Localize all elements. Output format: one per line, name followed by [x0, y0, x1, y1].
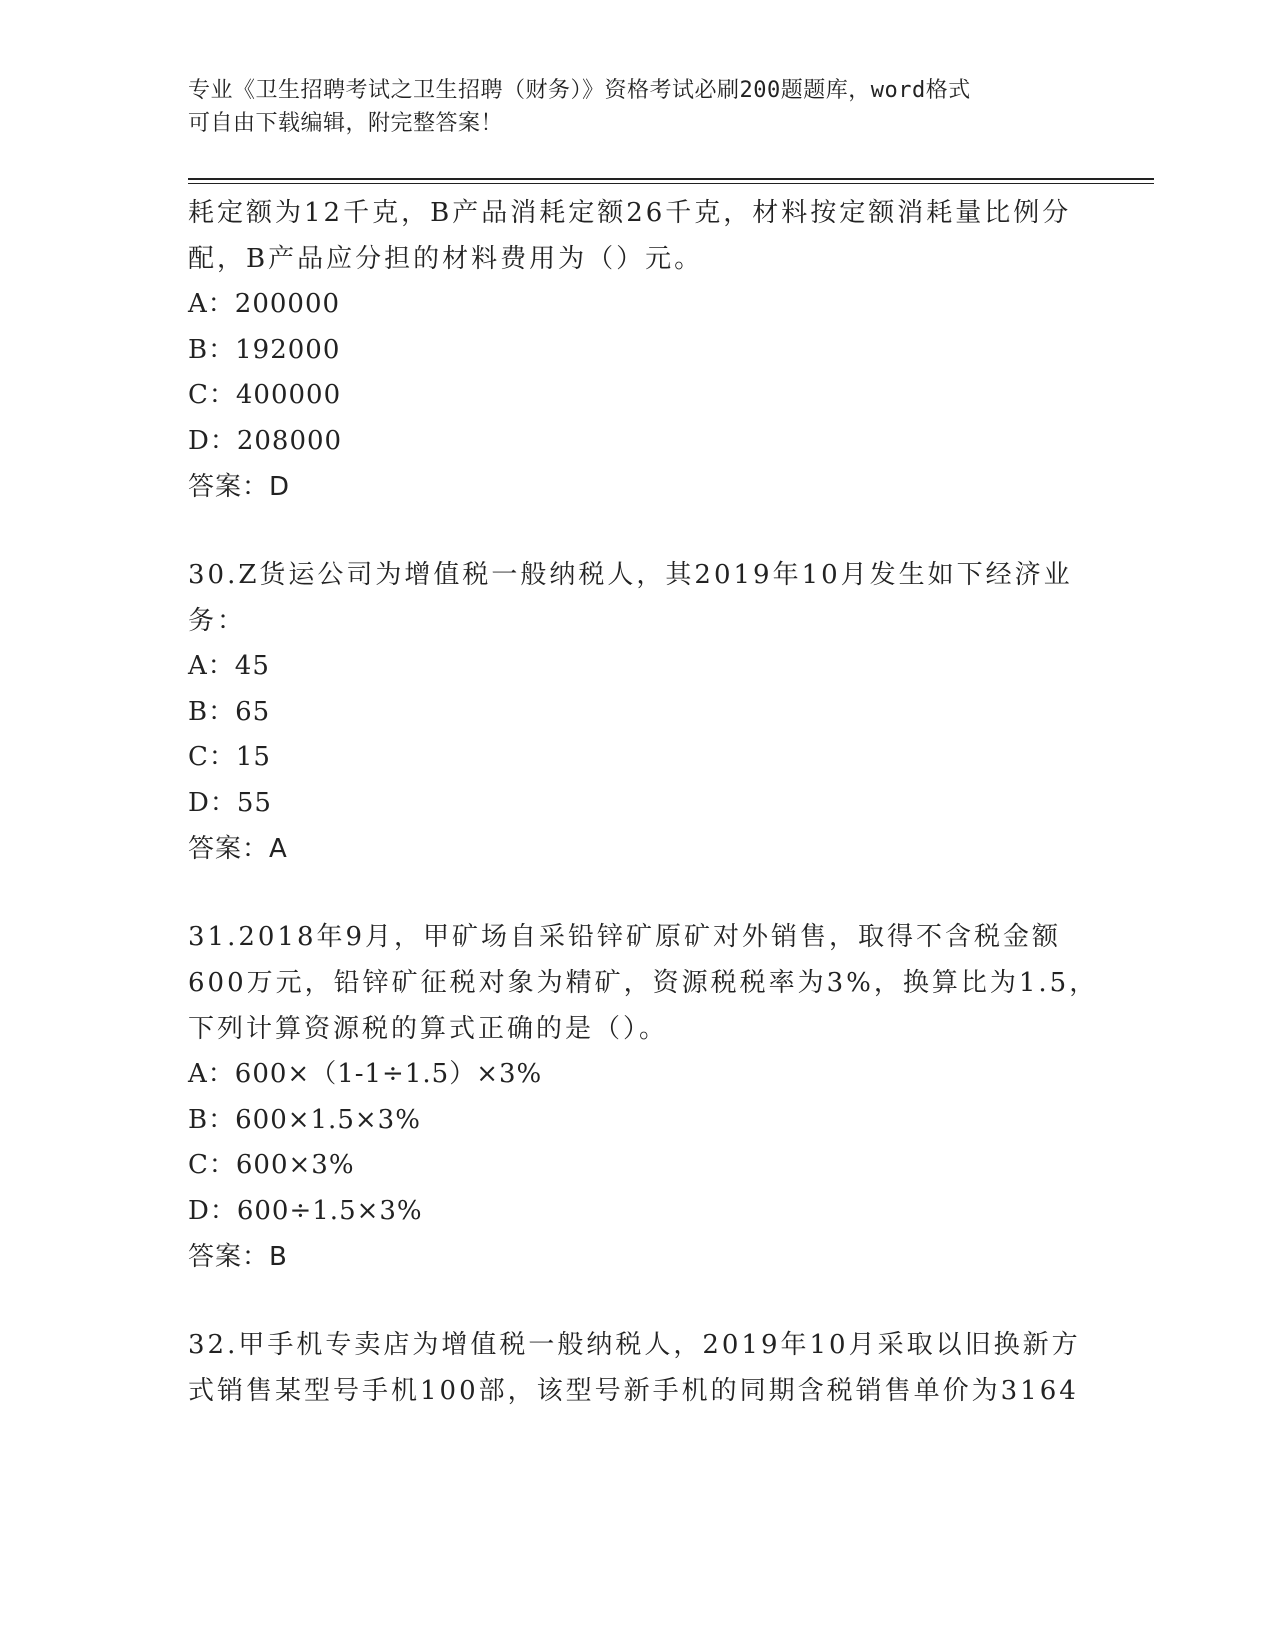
header-divider-thin [188, 183, 1154, 184]
document-header [188, 74, 1068, 140]
question-text-line: 31.2018年9月，甲矿场自采铅锌矿原矿对外销售，取得不含税金额 [188, 922, 1062, 952]
option-d: D：55 [188, 787, 272, 818]
question-list [188, 190, 1099, 1414]
option-c: C：15 [188, 742, 271, 772]
question-text-line: 式销售某型号手机100部，该型号新手机的同期含税销售单价为3164 [188, 1376, 1079, 1406]
option-b: B：65 [188, 696, 271, 727]
option-c: C：600×3% [188, 1150, 355, 1180]
option-b: B：192000 [188, 334, 341, 365]
option-c: C：400000 [188, 380, 342, 410]
question-gap [188, 510, 1088, 552]
option-d: D：600÷1.5×3% [188, 1195, 423, 1226]
option-a: A：45 [188, 651, 270, 681]
question-item [188, 914, 1099, 1280]
answer-label: 答案：D [188, 472, 291, 502]
question-text-line: 32.甲手机专卖店为增值税一般纳税人，2019年10月采取以旧换新方 [188, 1330, 1081, 1360]
option-a: A：200000 [188, 289, 341, 319]
header-divider-thick [188, 178, 1154, 180]
answer-label: 答案：A [188, 834, 288, 864]
question-item [188, 1322, 1088, 1414]
question-text-line: 600万元，铅锌矿征税对象为精矿，资源税税率为3%，换算比为1.5， [188, 968, 1099, 998]
answer-label: 答案：B [188, 1242, 288, 1272]
question-text-line: 务： [188, 606, 247, 636]
header-line-2: 可自由下载编辑，附完整答案！ [188, 111, 504, 136]
question-text-line: 配，B产品应分担的材料费用为（）元。 [188, 244, 704, 274]
question-text-line: 30.Z货运公司为增值税一般纳税人，其2019年10月发生如下经济业 [188, 560, 1073, 590]
option-a: A：600×（1-1÷1.5）×3% [188, 1059, 543, 1089]
question-text-line: 下列计算资源税的算式正确的是（）。 [188, 1014, 669, 1044]
question-gap [188, 1280, 1088, 1322]
question-item [188, 190, 1088, 510]
option-d: D：208000 [188, 425, 343, 456]
question-gap [188, 872, 1088, 914]
option-b: B：600×1.5×3% [188, 1104, 421, 1135]
header-line-1: 专业《卫生招聘考试之卫生招聘（财务）》资格考试必刷200题题库，word格式 [188, 78, 971, 103]
question-item [188, 552, 1088, 872]
question-text-line: 耗定额为12千克，B产品消耗定额26千克，材料按定额消耗量比例分 [188, 198, 1072, 228]
